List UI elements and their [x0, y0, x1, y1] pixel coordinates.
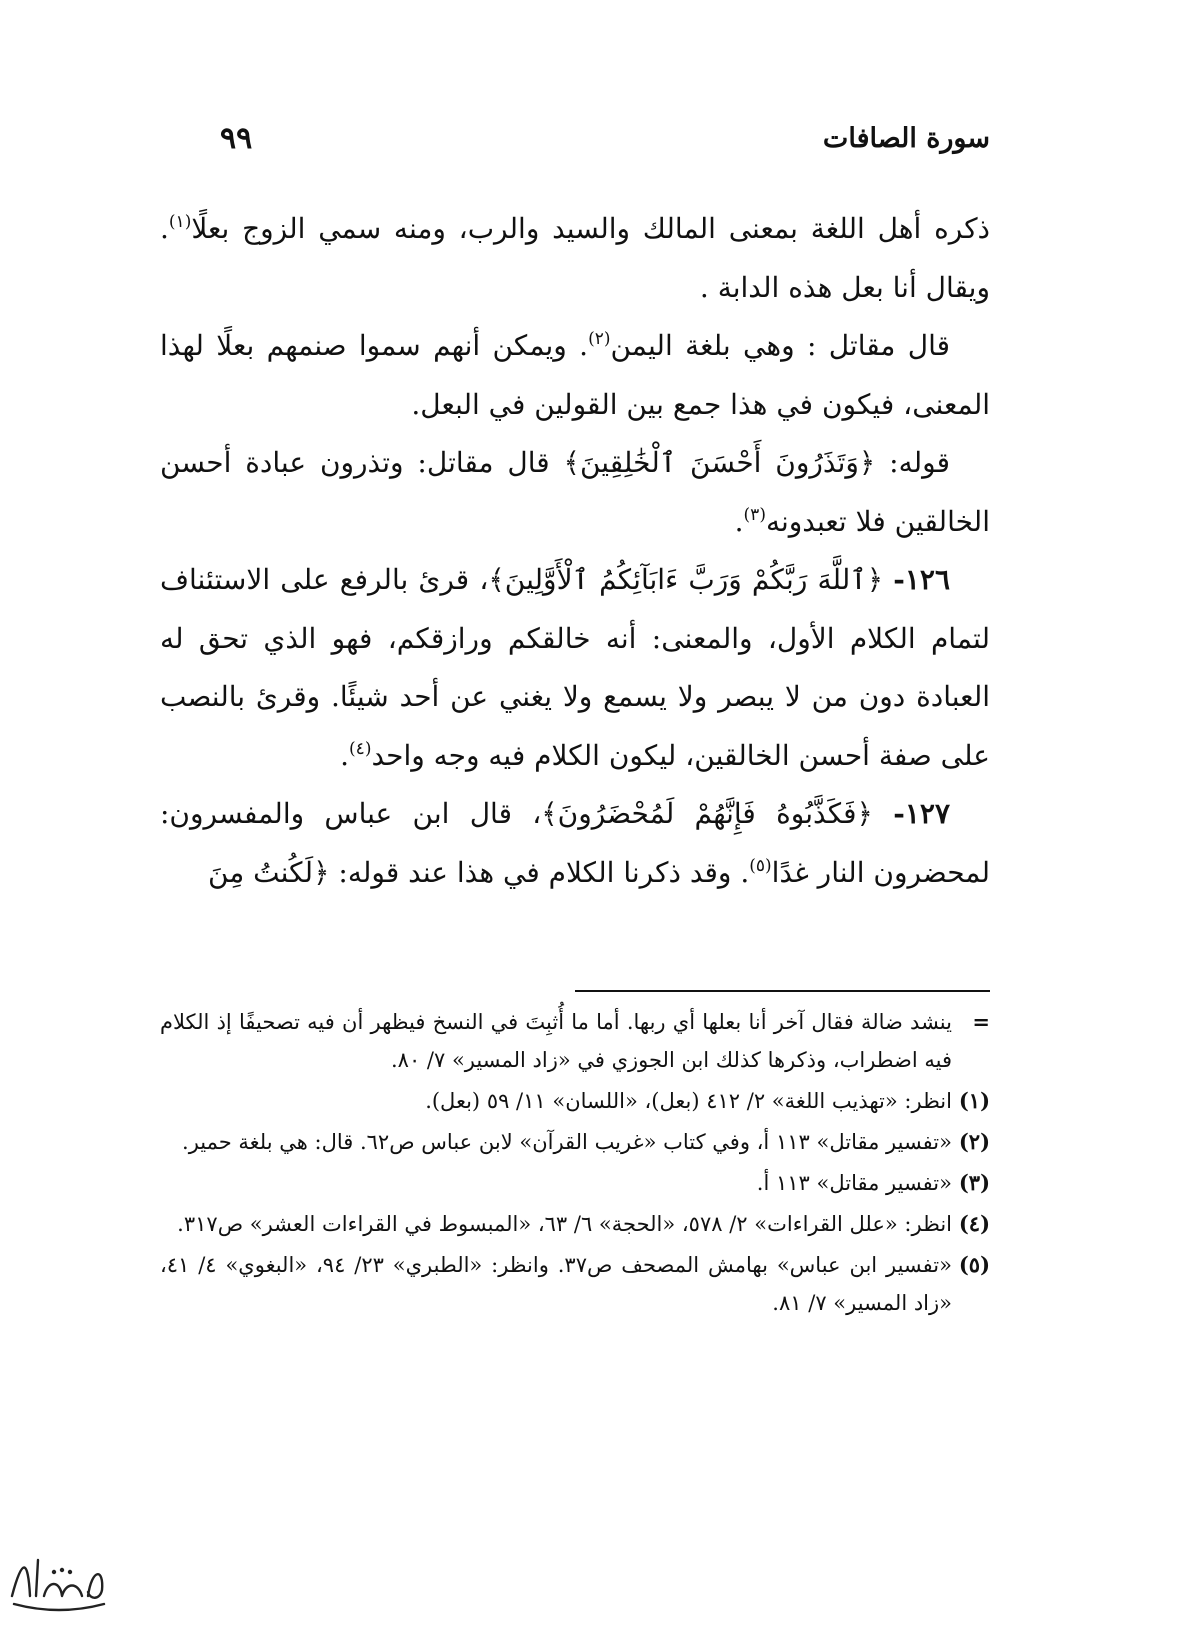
footnote-marker: (٢) [958, 1129, 990, 1154]
paragraph-2-text-b: . ويمكن أنهم سموا صنمهم بعلًا لهذا المعنى، فيكون في هذا جمع بين القولين في البعل. [160, 329, 990, 421]
footnote-3 [160, 1164, 990, 1202]
running-header [220, 118, 990, 158]
paragraph-4-text-a: ﴿ٱللَّهَ رَبَّكُمْ وَرَبَّ ءَابَآئِكُمُ ٱلْأَوَّلِينَ﴾، قرئ بالرفع على الاستئناف لتمام الكلام الأول، والمعنى: أنه خالقكم ورازقكم، فهو الذي تحق له العبادة دون من لا يبصر ولا يسمع ولا يغني عن أحد شيئًا. وقرئ بالنصب على صفة أحسن الخالقين، ليكون الكلام فيه وجه واحد [160, 563, 990, 772]
footnote-ref-5: (٥) [749, 855, 772, 876]
page-number: ٩٩ [220, 120, 253, 156]
footnotes [160, 1003, 990, 1325]
footnote-ref-3: (٣) [743, 504, 766, 525]
footnote-divider [575, 990, 990, 992]
footnote-marker: (١) [958, 1088, 990, 1113]
footnote-4 [160, 1205, 990, 1243]
footnote-ref-4: (٤) [349, 738, 372, 759]
paragraph-2-text-a: قال مقاتل : وهي بلغة اليمن [610, 329, 950, 362]
footnote-text: «تفسير مقاتل» ١١٣ أ، وفي كتاب «غريب القرآن» لابن عباس ص٦٢. قال: هي بلغة حمير. [182, 1130, 952, 1154]
verse-number-126: ١٢٦- [893, 563, 950, 596]
footnote-text: انظر: «تهذيب اللغة» ٢/ ٤١٢ (بعل)، «اللسان» ١١/ ٥٩ (بعل). [425, 1089, 952, 1113]
surah-title: سورة الصافات [822, 122, 990, 154]
footnote-text: انظر: «علل القراءات» ٢/ ٥٧٨، «الحجة» ٦/ ٦٣، «المبسوط في القراءات العشر» ص٣١٧. [177, 1212, 952, 1236]
footnote-text: «تفسير مقاتل» ١١٣ أ. [756, 1171, 952, 1195]
publisher-logo [4, 1538, 112, 1620]
main-text [160, 200, 990, 902]
paragraph-verse-127 [160, 785, 990, 902]
footnote-ref-2: (٢) [588, 329, 611, 349]
paragraph-1-text-a: ذكره أهل اللغة بمعنى المالك والسيد والرب، ومنه سمي الزوج بعلًا [191, 212, 990, 245]
footnote-1 [160, 1082, 990, 1120]
paragraph-3-text-b: . [734, 504, 744, 538]
paragraph-5-text-a: ﴿فَكَذَّبُوهُ فَإِنَّهُمْ لَمُحْضَرُونَ﴾، قال ابن عباس والمفسرون: لمحضرون النار غدًا [160, 797, 990, 889]
paragraph-4-text-b: . [340, 738, 350, 772]
footnote-marker: (٣) [958, 1170, 990, 1195]
paragraph-3-text-a: قوله: ﴿وَتَذَرُونَ أَحْسَنَ ٱلْخَٰلِقِينَ﴾ قال مقاتل: وتذرون عبادة أحسن الخالقين فلا تعبدونه [160, 446, 990, 538]
footnote-ref-1: (١) [168, 212, 192, 232]
paragraph-3 [160, 434, 990, 551]
footnote-text: «تفسير ابن عباس» بهامش المصحف ص٣٧. وانظر: «الطبري» ٢٣/ ٩٤، «البغوي» ٤/ ٤١، «زاد المسير» ٧/ ٨١. [160, 1253, 952, 1315]
footnote-marker: = [972, 1009, 990, 1034]
verse-number-127: ١٢٧- [893, 797, 950, 830]
footnote-2 [160, 1123, 990, 1161]
paragraph-2 [160, 317, 990, 434]
footnote-marker: (٥) [958, 1252, 990, 1277]
paragraph-1 [160, 200, 990, 317]
footnote-marker: (٤) [958, 1211, 990, 1236]
footnote-text: ينشد ضالة فقال آخر أنا بعلها أي ربها. أما ما أُثبِتَ في النسخ فيظهر أن فيه تصحيفًا إذ الكلام فيه اضطراب، وذكرها كذلك ابن الجوزي في «زاد المسير» ٧/ ٨٠. [160, 1010, 952, 1072]
paragraph-verse-126 [160, 551, 990, 785]
paragraph-5-text-b: . وقد ذكرنا الكلام في هذا عند قوله: ﴿لَكُنتُ مِنَ [207, 855, 750, 889]
paragraph-1-text-b: . ويقال أنا بعل هذه الدابة . [160, 212, 990, 304]
footnote-5 [160, 1246, 990, 1322]
footnote-continuation [160, 1003, 990, 1079]
